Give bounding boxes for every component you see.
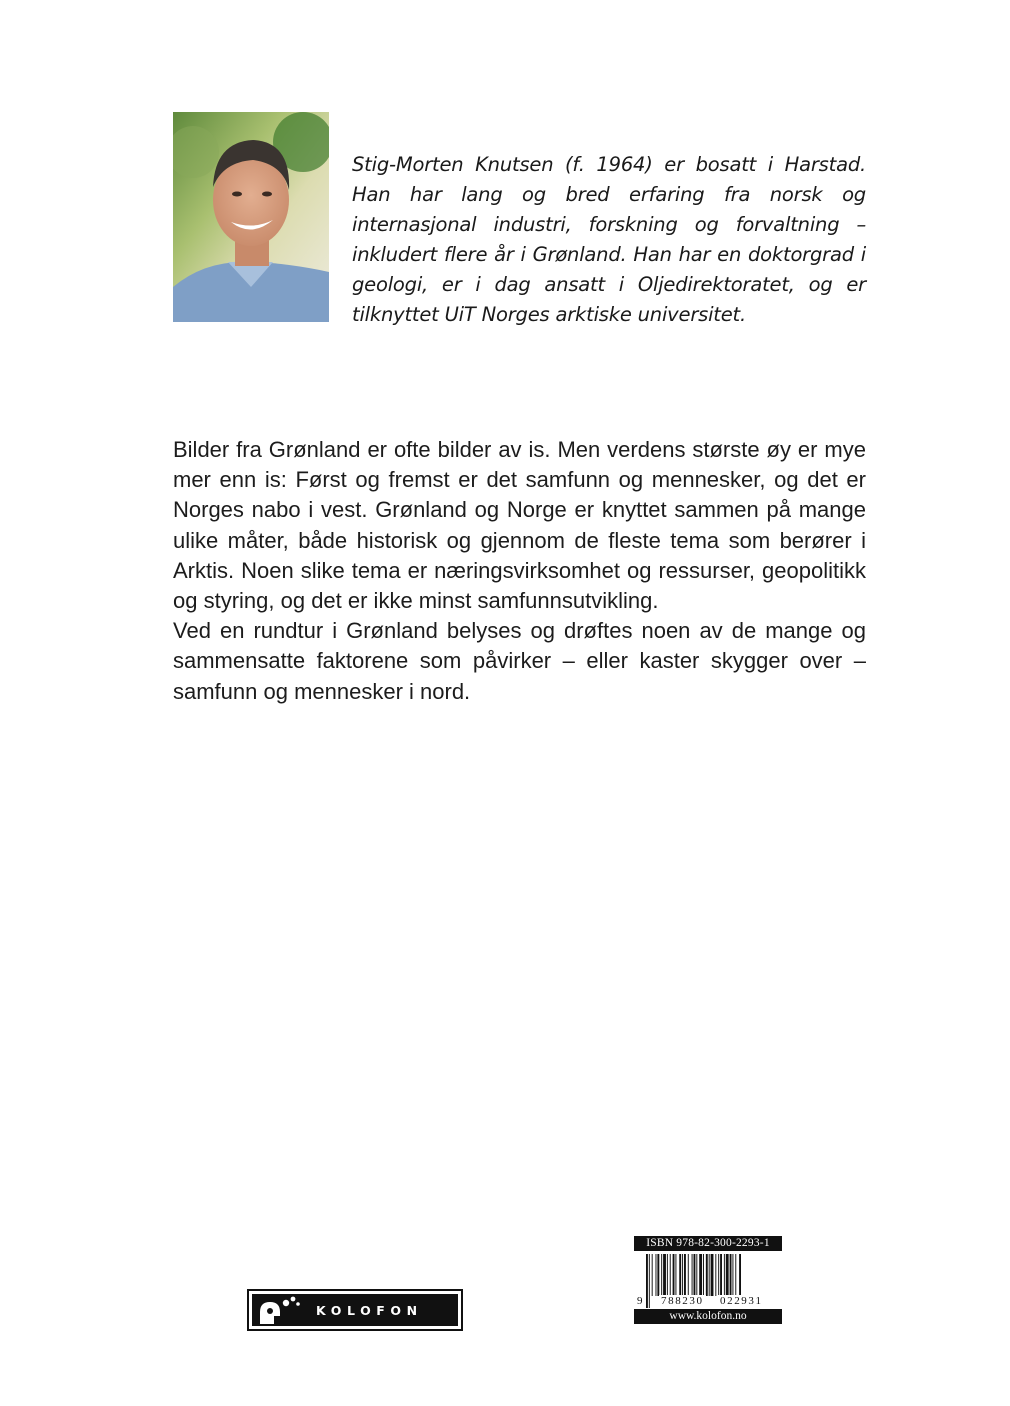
barcode (634, 1254, 782, 1308)
barcode-bar (724, 1254, 725, 1296)
barcode-bar (732, 1254, 733, 1296)
barcode-bar (709, 1254, 710, 1296)
barcode-bar (735, 1254, 736, 1296)
barcode-bar (661, 1254, 662, 1296)
barcode-bar (699, 1254, 702, 1296)
barcode-bar (657, 1254, 659, 1296)
barcode-bar (670, 1254, 671, 1296)
barcode-bar (656, 1254, 657, 1296)
isbn-label: ISBN 978-82-300-2293-1 (634, 1236, 782, 1251)
barcode-bar (675, 1254, 676, 1296)
barcode-bar (679, 1254, 681, 1296)
barcode-digit-first: 9 (637, 1295, 643, 1307)
barcode-bar (703, 1254, 704, 1296)
barcode-bar (711, 1254, 714, 1296)
barcode-bar (652, 1254, 653, 1296)
barcode-bar (667, 1254, 668, 1296)
publisher-website: www.kolofon.no (634, 1309, 782, 1324)
publisher-name: KOLOFON (316, 1302, 423, 1318)
barcode-bar (726, 1254, 729, 1296)
barcode-bar (718, 1254, 719, 1296)
barcode-bar (706, 1254, 708, 1296)
publisher-logo (247, 1289, 463, 1331)
barcode-bar (684, 1254, 686, 1296)
barcode-bar (688, 1254, 689, 1296)
barcode-bar (715, 1254, 716, 1296)
barcode-bar (663, 1254, 666, 1296)
barcode-digits-right: 022931 (720, 1295, 763, 1307)
barcode-digits (634, 1295, 782, 1308)
description-paragraph-1: Bilder fra Grønland er ofte bilder av is. Men verdens største øy er mye mer enn is: Først og fremst er det samfunn og mennesker, og det er Norges nabo i vest. Grønland og Norge er knyttet sammen på mange ulike måter, både historisk og gjennom de fleste tema som berører i Arktis. Noen slike tema er næringsvirksomhet og ressurser, geopolitikk og styring, og det er ikke minst samfunnsutvikling. (173, 437, 866, 614)
isbn-block (634, 1236, 782, 1324)
barcode-digits-left: 788230 (661, 1295, 704, 1307)
kolofon-logo-icon (256, 1294, 302, 1326)
author-photo (173, 112, 329, 322)
description-paragraph-2: Ved en rundtur i Grønland belyses og drøftes noen av de mange og sammensatte faktorene som påvirker – eller kaster skygger over – samfunn og mennesker i nord. (173, 618, 866, 704)
book-description (173, 435, 866, 707)
barcode-bar (673, 1254, 675, 1296)
barcode-bar (720, 1254, 722, 1296)
author-portrait-icon (173, 112, 329, 322)
barcode-bar (730, 1254, 732, 1296)
barcode-bar (682, 1254, 683, 1296)
barcode-bar (696, 1254, 697, 1296)
author-bio: Stig-Morten Knutsen (f. 1964) er bosatt i Harstad. Han har lang og bred erfaring fra norsk og internasjonal industri, forskning og forvaltning – inkludert flere år i Grønland. Han har en doktorgrad i geologi, er i dag ansatt i Oljedirektoratet, og er tilknyttet UiT Norges arktiske universitet. (352, 153, 866, 326)
